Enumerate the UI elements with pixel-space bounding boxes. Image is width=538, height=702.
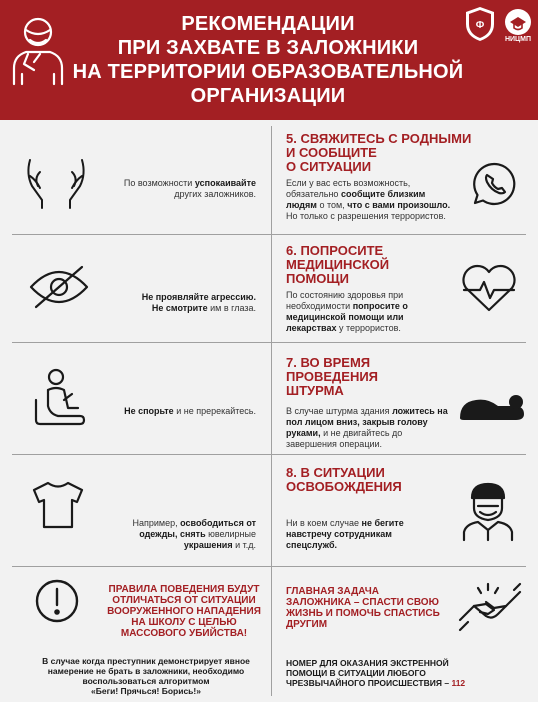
title-line: МЕДИЦИНСКОЙ [286,257,390,272]
note-line: намерение не брать в заложники, необходимо [47,666,245,676]
title-line: РЕКОМЕНДАЦИИ [181,13,355,35]
warning-line: МАССОВОГО УБИЙСТВА! [120,628,248,639]
crossed-eye-icon [28,264,90,310]
text-part: Например, [132,518,178,528]
shield-emblem-logo [464,6,496,42]
text-bold: что с вами произошло. [347,200,451,210]
recommendations-grid [0,120,538,702]
divider [12,566,526,567]
recommendation-title [286,466,402,494]
header-banner [0,0,538,120]
t-shirt-icon [30,480,86,530]
warning-line: НА ШКОЛУ С ЦЕЛЬЮ [131,617,237,628]
title-line: О СИТУАЦИИ [286,159,372,174]
special-forces-officer-icon [460,480,516,542]
title-line: 7. ВО ВРЕМЯ [286,355,371,370]
text-bold: Не смотрите [151,303,208,313]
warning-left [96,584,272,639]
divider [12,454,526,455]
text-bold: не бегите навстречу сотрудникам спецслужб. [286,518,404,550]
title-line: ПРИ ЗАХВАТЕ В ЗАЛОЖНИКИ [117,37,419,59]
warning-line: ДРУГИМ [286,619,328,630]
recommendation-text [110,292,256,314]
svg-text:Ф: Ф [475,20,485,31]
page-title [58,12,478,108]
note-line: ЧРЕЗВЫЧАЙНОГО ПРОИСШЕСТВИЯ – [286,678,450,688]
exclamation-circle-icon [34,578,80,624]
recommendation-text [110,518,256,551]
text-part: других заложников. [174,189,256,199]
title-line: ПОМОЩИ [286,271,349,286]
title-line: НА ТЕРРИТОРИИ ОБРАЗОВАТЕЛЬНОЙ [72,61,464,83]
text-bold: Не спорьте [124,406,174,416]
text-bold: ложитесь на пол лицом вниз, закрыв голову руками, [286,406,448,438]
note-line: «Беги! Прячься! Борись!» [91,686,201,696]
divider [12,342,526,343]
text-part: Но только с разрешения террористов. [286,211,446,221]
helping-hands-icon [458,580,522,632]
recommendation-text [286,178,454,222]
note-line: ПОМОЩИ В СИТУАЦИИ ЛЮБОГО [286,668,426,678]
calm-hands-icon [24,154,88,210]
divider [12,234,526,235]
recommendation-title [286,244,389,286]
recommendation-text [286,518,426,551]
text-part: и т.д. [235,540,256,550]
emergency-number: 112 [451,678,466,688]
title-line: ШТУРМА [286,383,344,398]
title-line: И СООБЩИТЕ [286,145,377,160]
warning-line: ВООРУЖЕННОГО НАПАДЕНИЯ [107,606,261,617]
text-bold: успокаивайте [194,178,256,188]
text-part: и не двигайтесь до завершения операции. [286,428,403,449]
warning-line: ПРАВИЛА ПОВЕДЕНИЯ БУДУТ [108,584,260,595]
logo-caption: НИЦМП [504,36,532,43]
title-line: ОСВОБОЖДЕНИЯ [286,479,402,494]
person-sitting-icon [32,368,88,432]
phone-chat-icon [470,160,518,208]
text-bold: сообщите близким людям [286,189,426,210]
warning-line: ОТЛИЧАТЬСЯ ОТ СИТУАЦИИ [112,595,256,606]
title-line: ПРОВЕДЕНИЯ [286,369,379,384]
text-part: Ни в коем случае [286,518,359,528]
text-part: По состоянию здоровья при необходимости [286,290,404,311]
note-line: В случае когда преступник демонстрирует явное [42,656,250,666]
person-lying-down-icon [458,392,528,422]
recommendation-text [120,178,256,200]
warning-right [286,586,440,630]
recommendation-text [286,290,434,334]
warning-line: ГЛАВНАЯ ЗАДАЧА [286,586,379,597]
warning-line: ЗАЛОЖНИКА – СПАСТИ СВОЮ [286,597,439,608]
text-part: и не пререкайтесь. [176,406,256,416]
text-part: ювелирные [208,529,256,539]
title-line: 8. В СИТУАЦИИ [286,465,385,480]
note-line: НОМЕР ДЛЯ ОКАЗАНИЯ ЭКСТРЕННОЙ [286,658,449,668]
text-part: Если у вас есть возможность, обязательно [286,178,411,199]
recommendation-title [286,132,471,174]
emergency-number-note [286,658,516,688]
title-line: 5. СВЯЖИТЕСЬ С РОДНЫМИ [286,131,472,146]
warning-line: ЖИЗНЬ И ПОМОЧЬ СПАСТИСЬ [286,608,440,619]
text-bold: освободиться от одежды, снять [139,518,256,539]
text-part: им в глаза. [210,303,256,313]
title-line: ОРГАНИЗАЦИИ [190,85,346,107]
text-bold: попросите о медицинской помощи или лекарствах [286,301,408,333]
text-bold: украшения [183,540,233,550]
text-part: По возможности [123,178,193,188]
recommendation-text [110,406,256,417]
note-line: воспользоваться алгоритмом [82,676,210,686]
title-line: 6. ПОПРОСИТЕ [286,243,384,258]
text-part: о том, [319,200,345,210]
text-bold: Не проявляйте агрессию. [141,292,256,302]
text-part: В случае штурма здания [286,406,390,416]
recommendation-text [286,406,452,450]
nicmp-logo [502,8,534,48]
bottom-left-note [28,656,264,696]
heart-pulse-icon [458,262,520,314]
text-part: у террористов. [338,323,401,333]
recommendation-title [286,356,378,398]
